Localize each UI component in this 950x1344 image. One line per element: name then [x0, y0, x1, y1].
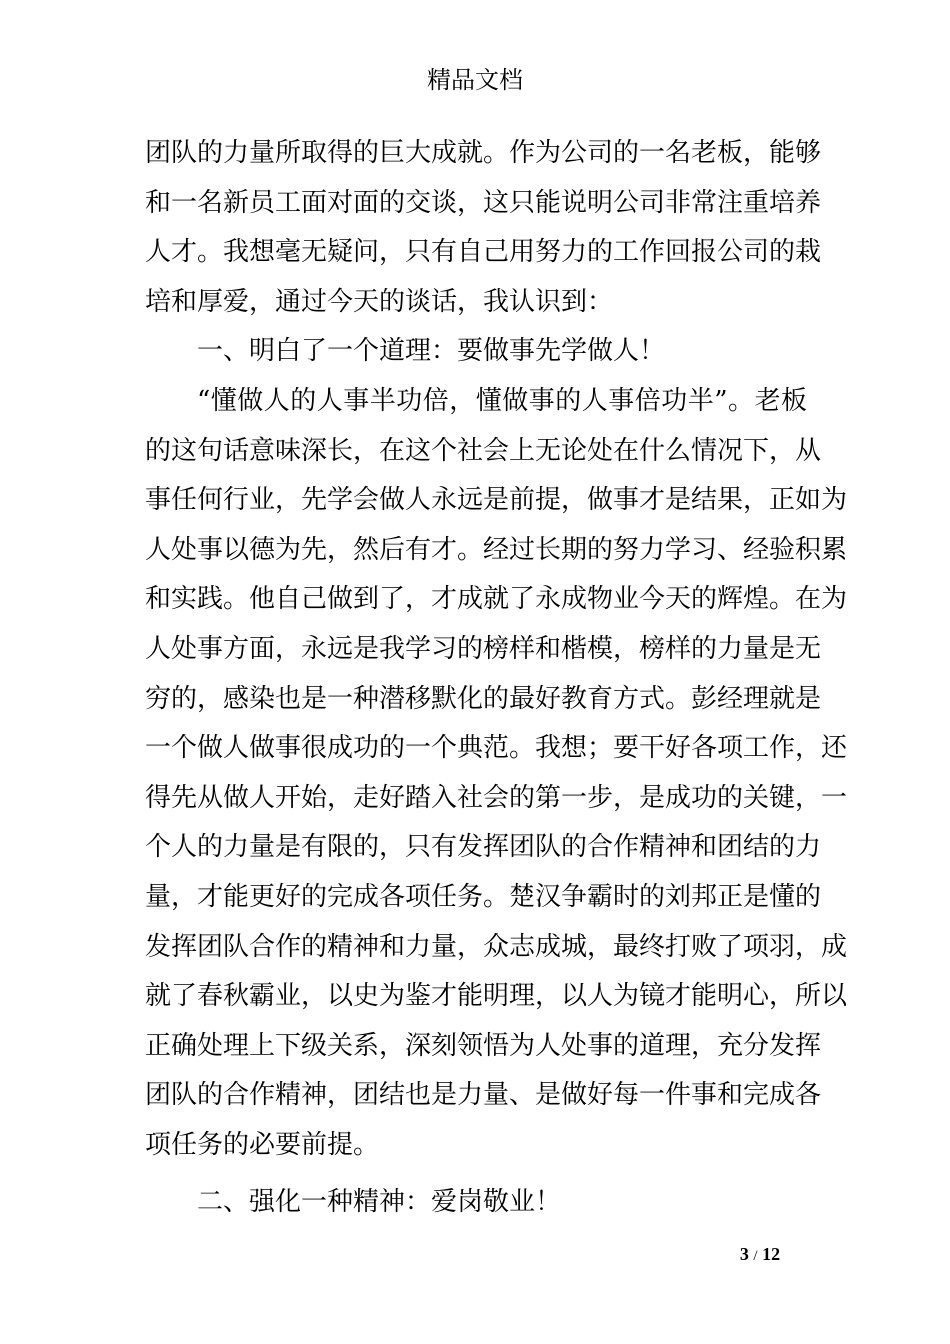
text-line: 穷的，感染也是一种潜移默化的最好教育方式。彭经理就是 — [145, 683, 822, 714]
header-title: 精品文档 — [427, 66, 523, 94]
text-line: 量，才能更好的完成各项任务。楚汉争霸时的刘邦正是懂的 — [145, 881, 822, 912]
page-number — [700, 1242, 820, 1268]
text-line: 和实践。他自己做到了，才成就了永成物业今天的辉煌。在为 — [145, 584, 848, 615]
text-line: 团队的合作精神，团结也是力量、是做好每一件事和完成各 — [145, 1080, 822, 1111]
text-line: 培和厚爱，通过今天的谈话，我认识到： — [145, 286, 614, 317]
text-line: 正确处理上下级关系，深刻领悟为人处事的道理，充分发挥 — [145, 1030, 822, 1061]
text-line: 人处事以德为先，然后有才。经过长期的努力学习、经验积累 — [145, 534, 848, 565]
text-line: 得先从做人开始，走好踏入社会的第一步，是成功的关键，一 — [145, 782, 848, 813]
section-heading-1: 一、明白了一个道理：要做事先学做人！ — [197, 336, 666, 367]
text-line: 发挥团队合作的精神和力量，众志成城，最终打败了项羽，成 — [145, 931, 848, 962]
text-line: 和一名新员工面对面的交谈，这只能说明公司非常注重培养 — [145, 187, 822, 218]
paragraph-1 — [145, 131, 822, 329]
section-heading-2: 二、强化一种精神：爱岗敬业！ — [197, 1187, 562, 1218]
text-line: 团队的力量所取得的巨大成就。作为公司的一名老板，能够 — [145, 138, 822, 168]
text-line: 事任何行业，先学会做人永远是前提，做事才是结果，正如为 — [145, 485, 848, 516]
text-line: 人处事方面，永远是我学习的榜样和楷模，榜样的力量是无 — [145, 633, 822, 664]
page-total: 12 — [762, 1244, 781, 1264]
paragraph-gap — [145, 1172, 807, 1180]
paragraph-2 — [145, 379, 848, 1173]
text-line: 一个做人做事很成功的一个典范。我想；要干好各项工作，还 — [145, 733, 848, 764]
text-line: 个人的力量是有限的，只有发挥团队的合作精神和团结的力 — [145, 832, 822, 863]
document-body — [145, 131, 848, 1230]
text-line: 的这句话意味深长，在这个社会上无论处在什么情况下，从 — [145, 435, 822, 466]
page-separator: / — [753, 1248, 758, 1264]
page-current: 3 — [739, 1244, 749, 1264]
text-line: 人才。我想毫无疑问，只有自己用努力的工作回报公司的栽 — [145, 237, 822, 268]
page-header — [0, 62, 950, 98]
text-line: “懂做人的人事半功倍，懂做事的人事倍功半”。老板 — [197, 385, 807, 416]
text-line: 就了春秋霸业，以史为鉴才能明理，以人为镜才能明心，所以 — [145, 981, 848, 1012]
text-line: 项任务的必要前提。 — [145, 1129, 380, 1160]
